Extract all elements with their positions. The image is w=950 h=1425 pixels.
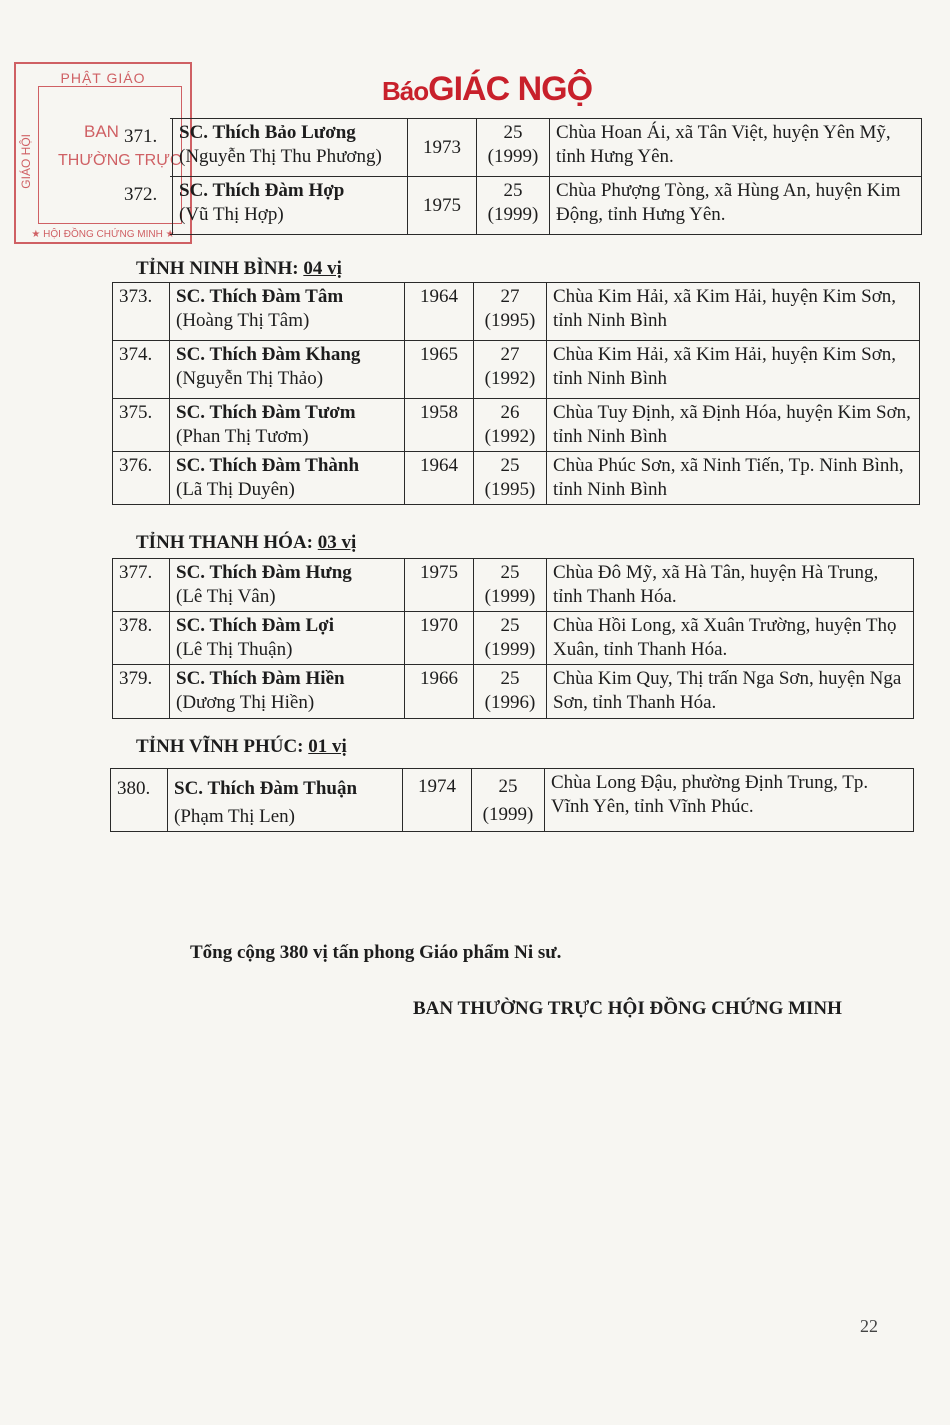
nun-name-cell	[170, 341, 405, 399]
nun-name-cell	[170, 399, 405, 452]
table-row	[111, 769, 914, 832]
ordination-year: (1999)	[484, 586, 536, 607]
birth-year: 1965	[405, 341, 474, 399]
ordination-year: (1995)	[484, 310, 536, 331]
nun-name-cell	[173, 177, 408, 235]
masthead-prefix: Báo	[382, 76, 429, 106]
dharma-name: SC. Thích Đàm Thuận	[174, 778, 358, 799]
secular-name: (Nguyễn Thị Thu Phương)	[179, 146, 382, 167]
row-number-visible: 372.	[124, 184, 158, 205]
birth-year: 1958	[405, 399, 474, 452]
row-number: 380.	[111, 769, 168, 832]
temple-address: Chùa Kim Hải, xã Kim Hải, huyện Kim Sơn, tỉnh Ninh Bình	[547, 341, 920, 399]
dharma-name: SC. Thích Đàm Hiền	[176, 668, 345, 689]
birth-year: 1974	[403, 769, 472, 832]
seal-bottom-text: ★ HỘI ĐỒNG CHỨNG MINH ★	[31, 229, 175, 240]
ordination-age-cell	[474, 452, 547, 505]
nun-name-cell	[173, 119, 408, 177]
nun-table-thanh-hoa	[112, 558, 914, 719]
birth-year: 1970	[405, 612, 474, 665]
temple-address: Chùa Kim Hải, xã Kim Hải, huyện Kim Sơn, tỉnh Ninh Bình	[547, 283, 920, 341]
dharma-name: SC. Thích Đàm Lợi	[176, 615, 334, 636]
page-number: 22	[860, 1316, 878, 1336]
dharma-name: SC. Thích Đàm Khang	[176, 344, 361, 365]
province-count: 04 vị	[303, 258, 342, 279]
temple-address: Chùa Tuy Định, xã Định Hóa, huyện Kim Sơn, tỉnh Ninh Bình	[547, 399, 920, 452]
ordination-age-cell	[474, 612, 547, 665]
province-count: 03 vị	[317, 532, 357, 553]
ordination-year: (1995)	[484, 479, 536, 500]
dharma-name: SC. Thích Đàm Tươm	[176, 402, 356, 423]
ordination-age-cell	[474, 399, 547, 452]
province-heading-thanh-hoa	[136, 532, 356, 554]
nun-name-cell	[170, 665, 405, 719]
temple-address: Chùa Long Đậu, phường Định Trung, Tp. Vĩnh Yên, tỉnh Vĩnh Phúc.	[545, 769, 914, 832]
official-seal	[14, 62, 192, 244]
temple-address: Chùa Phúc Sơn, xã Ninh Tiến, Tp. Ninh Bình, tỉnh Ninh Bình	[547, 452, 920, 505]
province-name: TỈNH VĨNH PHÚC:	[136, 736, 309, 757]
row-number: 378.	[113, 612, 170, 665]
ordination-year: (1999)	[487, 204, 539, 225]
ordination-age: 25	[500, 668, 520, 689]
table-row	[113, 452, 920, 505]
temple-address: Chùa Kim Quy, Thị trấn Nga Sơn, huyện Nga Sơn, tỉnh Thanh Hóa.	[547, 665, 914, 719]
dharma-name: SC. Thích Đàm Thành	[176, 455, 360, 476]
ordination-age: 25	[503, 180, 523, 201]
ordination-age: 26	[500, 402, 520, 423]
ordination-age: 27	[500, 344, 520, 365]
seal-top-text: PHẬT GIÁO	[60, 70, 146, 86]
total-summary: Tổng cộng 380 vị tấn phong Giáo phẩm Ni sư.	[190, 942, 562, 963]
row-number: 375.	[113, 399, 170, 452]
birth-year: 1964	[405, 283, 474, 341]
birth-year: 1964	[405, 452, 474, 505]
secular-name: (Phan Thị Tươm)	[176, 426, 309, 447]
birth-year: 1975	[408, 177, 477, 235]
secular-name: (Lã Thị Duyên)	[176, 479, 295, 500]
ordination-age-cell	[474, 559, 547, 612]
row-number: 379.	[113, 665, 170, 719]
seal-line-1: BAN	[84, 122, 119, 141]
ordination-age: 25	[500, 455, 520, 476]
ordination-year: (1999)	[482, 804, 534, 825]
row-number-visible: 371.	[124, 126, 158, 147]
masthead-logo	[382, 70, 592, 109]
birth-year: 1966	[405, 665, 474, 719]
nun-name-cell	[170, 559, 405, 612]
row-number: 376.	[113, 452, 170, 505]
province-heading-ninh-binh	[136, 258, 342, 280]
nun-name-cell	[168, 769, 403, 832]
temple-address: Chùa Hồi Long, xã Xuân Trường, huyện Thọ Xuân, tỉnh Thanh Hóa.	[547, 612, 914, 665]
dharma-name: SC. Thích Bảo Lương	[179, 122, 356, 143]
table-row	[170, 119, 922, 177]
row-number: 377.	[113, 559, 170, 612]
ordination-age-cell	[474, 665, 547, 719]
nun-name-cell	[170, 452, 405, 505]
ordination-age: 25	[503, 122, 523, 143]
ordination-age-cell	[477, 177, 550, 235]
birth-year: 1975	[405, 559, 474, 612]
temple-address: Chùa Phượng Tòng, xã Hùng An, huyện Kim Động, tỉnh Hưng Yên.	[550, 177, 922, 235]
secular-name: (Dương Thị Hiền)	[176, 692, 315, 713]
secular-name: (Phạm Thị Len)	[174, 806, 296, 827]
table-row	[113, 559, 914, 612]
ordination-year: (1999)	[487, 146, 539, 167]
ordination-age-cell	[474, 341, 547, 399]
dharma-name: SC. Thích Đàm Hợp	[179, 180, 345, 201]
secular-name: (Lê Thị Vân)	[176, 586, 276, 607]
table-row	[113, 283, 920, 341]
ordination-year: (1992)	[484, 368, 536, 389]
ordination-age: 25	[500, 615, 520, 636]
nun-table-hung-yen	[124, 118, 922, 235]
masthead-name: GIÁC NGỘ	[428, 70, 593, 108]
ordination-age: 25	[498, 776, 518, 797]
province-name: TỈNH THANH HÓA:	[136, 532, 318, 553]
signing-authority: BAN THƯỜNG TRỰC HỘI ĐỒNG CHỨNG MINH	[413, 998, 842, 1019]
seal-line-2: THƯỜNG TRỰC	[58, 152, 182, 169]
ordination-year: (1999)	[484, 639, 536, 660]
dharma-name: SC. Thích Đàm Hưng	[176, 562, 352, 583]
province-count: 01 vị	[308, 736, 347, 757]
secular-name: (Hoàng Thị Tâm)	[176, 310, 310, 331]
table-row	[113, 399, 920, 452]
ordination-year: (1992)	[484, 426, 536, 447]
ordination-age: 27	[500, 286, 520, 307]
temple-address: Chùa Hoan Ái, xã Tân Việt, huyện Yên Mỹ, tỉnh Hưng Yên.	[550, 119, 922, 177]
seal-side-text: GIÁO HỘI	[19, 134, 33, 189]
table-row	[113, 341, 920, 399]
ordination-age: 25	[500, 562, 520, 583]
birth-year: 1973	[408, 119, 477, 177]
ordination-age-cell	[474, 283, 547, 341]
secular-name: (Vũ Thị Hợp)	[179, 204, 284, 225]
province-name: TỈNH NINH BÌNH:	[136, 258, 304, 279]
table-row	[113, 665, 914, 719]
table-row	[113, 612, 914, 665]
row-number: 373.	[113, 283, 170, 341]
ordination-age-cell	[472, 769, 545, 832]
ordination-year: (1996)	[484, 692, 536, 713]
nun-table-ninh-binh	[112, 282, 920, 505]
nun-name-cell	[170, 283, 405, 341]
secular-name: (Lê Thị Thuận)	[176, 639, 293, 660]
province-heading-vinh-phuc	[136, 736, 347, 758]
temple-address: Chùa Đô Mỹ, xã Hà Tân, huyện Hà Trung, tỉnh Thanh Hóa.	[547, 559, 914, 612]
dharma-name: SC. Thích Đàm Tâm	[176, 286, 344, 307]
row-number: 374.	[113, 341, 170, 399]
nun-name-cell	[170, 612, 405, 665]
table-row	[170, 177, 922, 235]
secular-name: (Nguyễn Thị Thảo)	[176, 368, 324, 389]
nun-table-vinh-phuc	[110, 768, 914, 832]
ordination-age-cell	[477, 119, 550, 177]
